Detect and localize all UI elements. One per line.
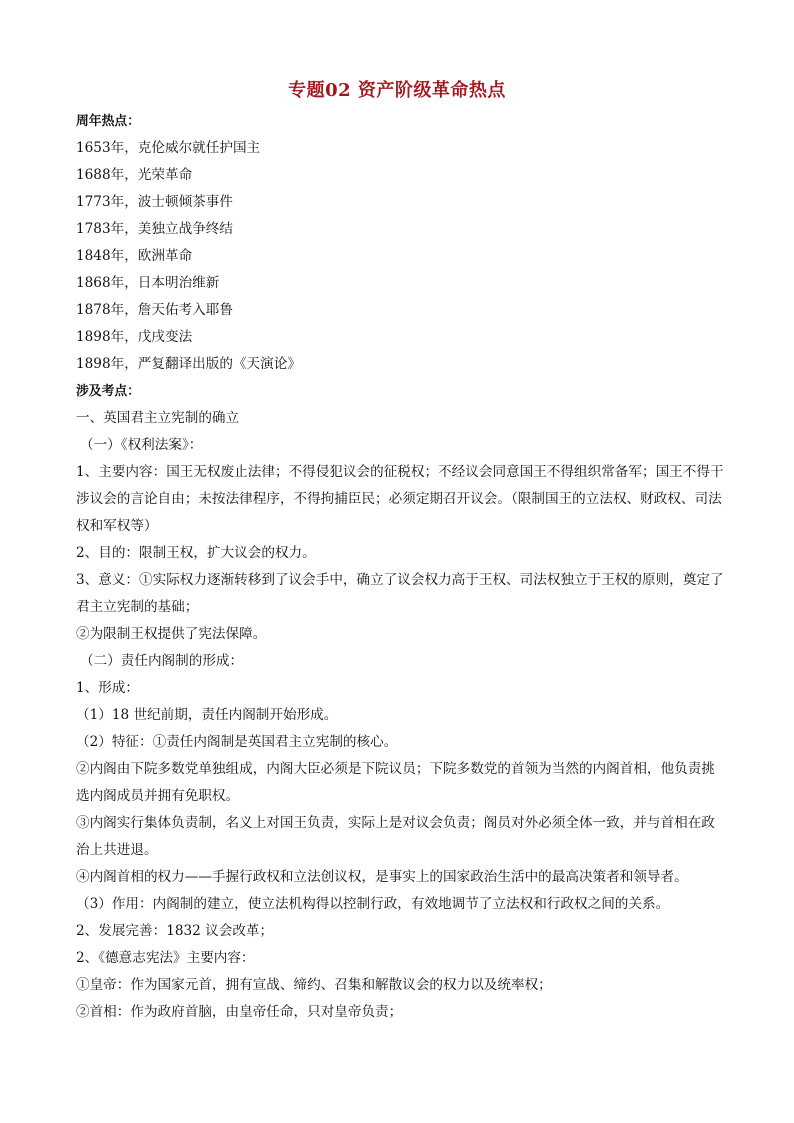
anniversary-item: 1898年，严复翻译出版的《天演论》 <box>76 356 301 372</box>
sub2-paragraph: 2、发展完善：1832 议会改革； <box>76 923 274 939</box>
anniversary-item: 1848年，欧洲革命 <box>76 248 193 264</box>
german-constitution-title: 2、《德意志宪法》主要内容： <box>76 950 255 966</box>
sub2-paragraph: ②内阁由下院多数党单独组成，内阁大臣必须是下院议员；下院多数党的首领为当然的内阁首相，他负责挑选内阁成员并拥有免职权。 <box>76 761 715 804</box>
sub2-paragraph: （1）18 世纪前期，责任内阁制开始形成。 <box>76 707 338 723</box>
sub2-paragraph: ③内阁实行集体负责制，名义上对国王负责，实际上是对议会负责；阁员对外必须全体一致，并与首相在政治上共进退。 <box>76 815 715 858</box>
anniversary-item: 1868年，日本明治维新 <box>76 275 220 291</box>
anniversary-item: 1898年，戊戌变法 <box>76 329 193 345</box>
sub1-paragraph: 3、意义：①实际权力逐渐转移到了议会手中，确立了议会权力高于王权、司法权独立于王权的原则，奠定了君主立宪制的基础； <box>76 572 724 615</box>
german-constitution-item: ②首相：作为政府首脑，由皇帝任命，只对皇帝负责； <box>76 1004 403 1020</box>
sub2-title: （二）责任内阁制的形成： <box>80 653 244 669</box>
sub2-paragraph: （2）特征：①责任内阁制是英国君主立宪制的核心。 <box>76 734 398 750</box>
sub1-paragraph: 1、主要内容：国王无权废止法律；不得侵犯议会的征税权；不经议会同意国王不得组织常备军；国王不得干涉议会的言论自由；未按法律程序，不得拘捕臣民；必须定期召开议会。（限制国王的立法权、财政权、司法权和军权等） <box>76 464 724 534</box>
anniversary-item: 1878年，詹天佑考入耶鲁 <box>76 302 233 318</box>
anniversary-heading: 周年热点： <box>76 114 140 129</box>
part1-title: 一、英国君主立宪制的确立 <box>76 410 240 426</box>
anniversary-item: 1783年，美独立战争终结 <box>76 221 233 237</box>
document-body <box>76 108 726 1026</box>
anniversary-item: 1653年，克伦威尔就任护国主 <box>76 140 261 156</box>
points-heading: 涉及考点： <box>76 384 140 399</box>
sub1-paragraph: ②为限制王权提供了宪法保障。 <box>76 626 267 642</box>
sub2-paragraph: ④内阁首相的权力——手握行政权和立法创议权，是事实上的国家政治生活中的最高决策者和领导者。 <box>76 869 688 885</box>
sub1-paragraph: 2、目的：限制王权，扩大议会的权力。 <box>76 545 316 561</box>
sub2-paragraph: （3）作用：内阁制的建立，使立法机构得以控制行政，有效地调节了立法权和行政权之间的关系。 <box>76 896 670 912</box>
page-title: 专题02 资产阶级革命热点 <box>288 80 506 101</box>
anniversary-item: 1688年，光荣革命 <box>76 167 193 183</box>
sub2-paragraph: 1、形成： <box>76 680 140 696</box>
sub1-title: （一）《权利法案》： <box>80 437 203 453</box>
anniversary-item: 1773年，波士顿倾茶事件 <box>76 194 233 210</box>
german-constitution-item: ①皇帝：作为国家元首，拥有宣战、缔约、召集和解散议会的权力以及统率权； <box>76 977 552 993</box>
